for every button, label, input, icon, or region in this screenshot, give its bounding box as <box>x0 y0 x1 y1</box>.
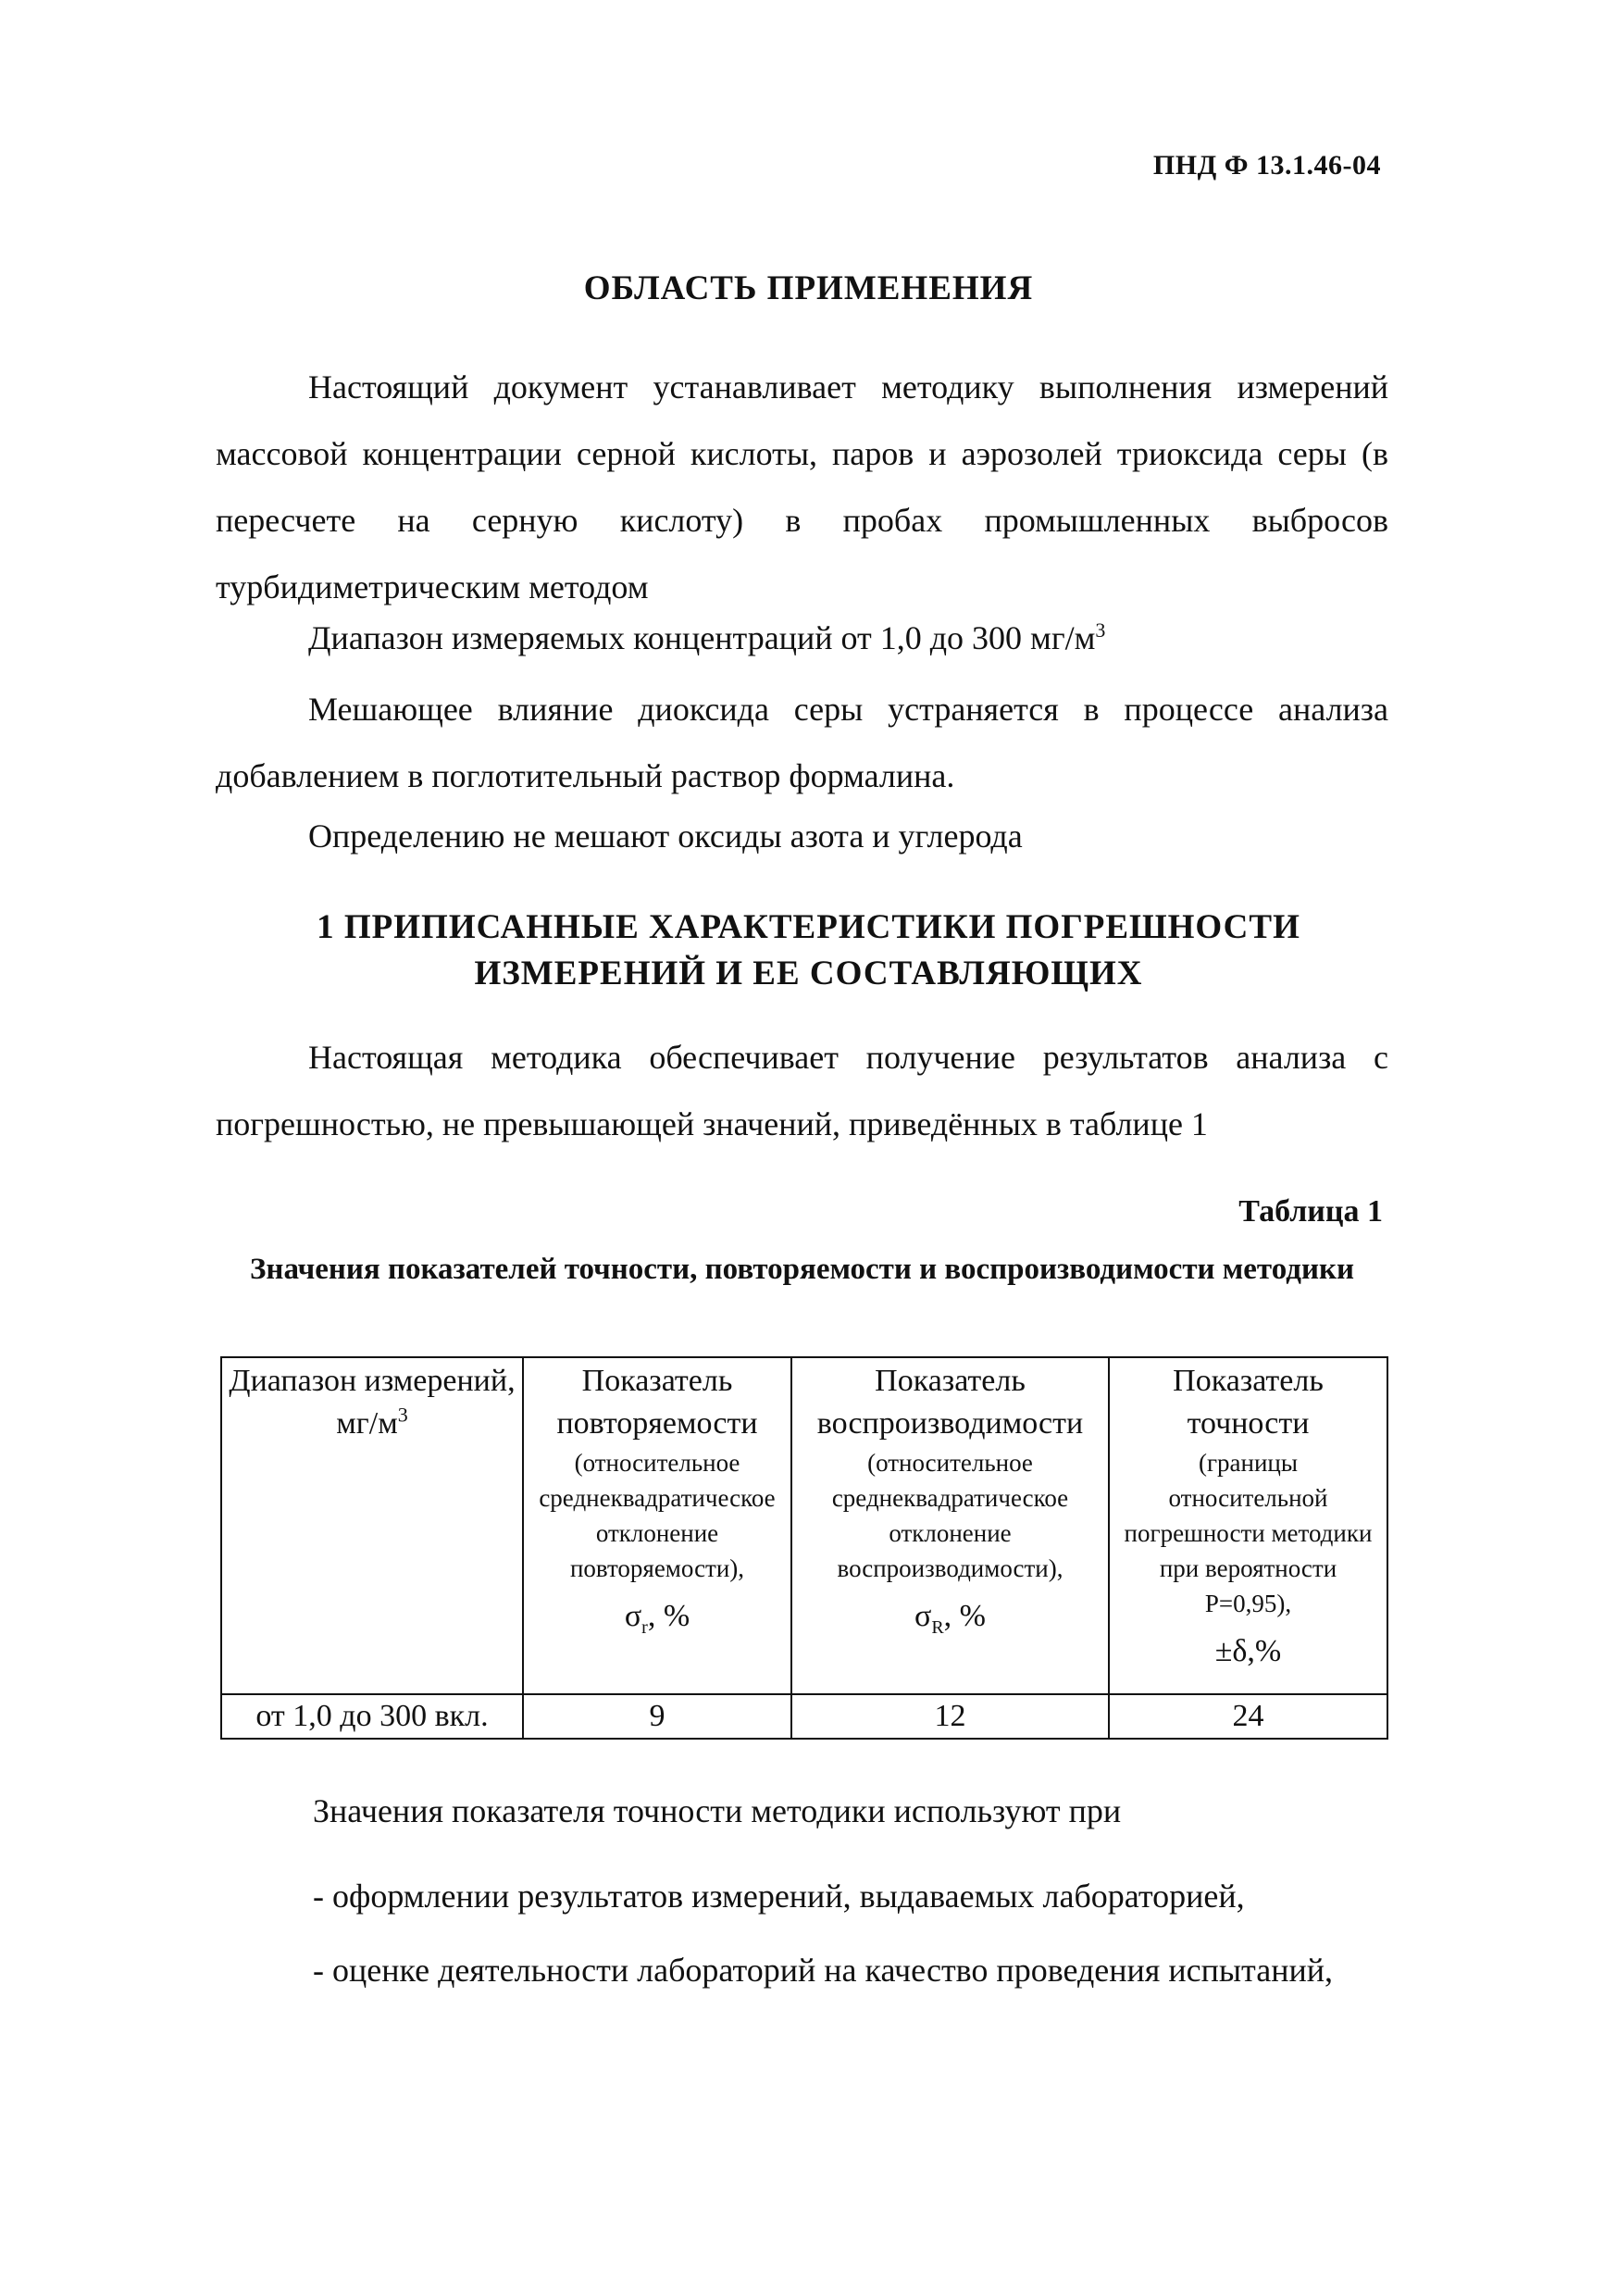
header-repeatability-title: Показатель повторяемости <box>556 1364 758 1441</box>
header-reproducibility-note: (относительное среднеквадратическое отклонение воспроизводимости), <box>831 1449 1069 1582</box>
scope-title: ОБЛАСТЬ ПРИМЕНЕНИЯ <box>583 269 1034 307</box>
header-range-unit-exponent: 3 <box>397 1403 408 1427</box>
accuracy-table <box>220 1356 1388 1740</box>
header-repeatability-note: (относительное среднеквадратическое отклонение повторяемости), <box>539 1449 776 1582</box>
concentration-range-unit-exponent: 3 <box>1095 618 1106 642</box>
table-header-row <box>221 1357 1387 1694</box>
header-repeatability <box>523 1357 791 1694</box>
header-accuracy-title: Показатель точности <box>1173 1364 1324 1441</box>
header-accuracy-symbol: ±δ,% <box>1214 1634 1282 1668</box>
document-code: ПНД Ф 13.1.46-04 <box>1152 150 1381 181</box>
cell-reproducibility: 12 <box>791 1694 1109 1739</box>
header-range <box>221 1357 523 1694</box>
usage-item-2: - оценке деятельности лабораторий на качество проведения испытаний, <box>313 1952 1334 1989</box>
cell-repeatability: 9 <box>523 1694 791 1739</box>
concentration-range <box>308 618 1105 657</box>
header-reproducibility <box>791 1357 1109 1694</box>
header-repeatability-symbol: $\sigma_r$, % <box>624 1599 690 1638</box>
header-reproducibility-title: Показатель воспроизводимости <box>816 1364 1084 1441</box>
header-range-title: Диапазон измерений, мг/м <box>229 1364 516 1441</box>
section1-paragraph: Настоящая методика обеспечивает получение результатов анализа с погрешностью, не превышающей значений, приведённых в таблице 1 <box>216 1039 1388 1142</box>
cell-range: от 1,0 до 300 вкл. <box>221 1694 523 1739</box>
table-label: Таблица 1 <box>1238 1194 1383 1229</box>
header-accuracy <box>1109 1357 1387 1694</box>
interference-paragraph: Мешающее влияние диоксида серы устраняется в процессе анализа добавлением в поглотительный раствор формалина. <box>216 691 1388 794</box>
section1-title-line1: 1 ПРИПИСАННЫЕ ХАРАКТЕРИСТИКИ ПОГРЕШНОСТИ <box>317 908 1300 946</box>
scope-paragraph: Настоящий документ устанавливает методику выполнения измерений массовой концентрации серной кислоты, паров и аэрозолей триоксида серы (в пересчете на серную кислоту) в пробах промышленных выбросов турбидиметрическим методом <box>216 368 1388 605</box>
usage-item-1: - оформлении результатов измерений, выдаваемых лабораторией, <box>313 1878 1245 1915</box>
concentration-range-text: Диапазон измеряемых концентраций от 1,0 до 300 мг/м <box>308 619 1096 656</box>
section1-title-line2: ИЗМЕРЕНИЙ И ЕЕ СОСТАВЛЯЮЩИХ <box>474 955 1143 992</box>
cell-accuracy: 24 <box>1109 1694 1387 1739</box>
usage-intro: Значения показателя точности методики используют при <box>313 1792 1122 1829</box>
header-accuracy-note: (границы относительной погрешности методики при вероятности Р=0,95), <box>1124 1449 1373 1617</box>
no-interference-text: Определению не мешают оксиды азота и углерода <box>308 817 1023 855</box>
table-caption: Значения показателей точности, повторяемости и воспроизводимости методики <box>250 1253 1354 1286</box>
header-reproducibility-symbol: $\sigma_R$, % <box>914 1599 986 1638</box>
table-row <box>221 1694 1387 1739</box>
